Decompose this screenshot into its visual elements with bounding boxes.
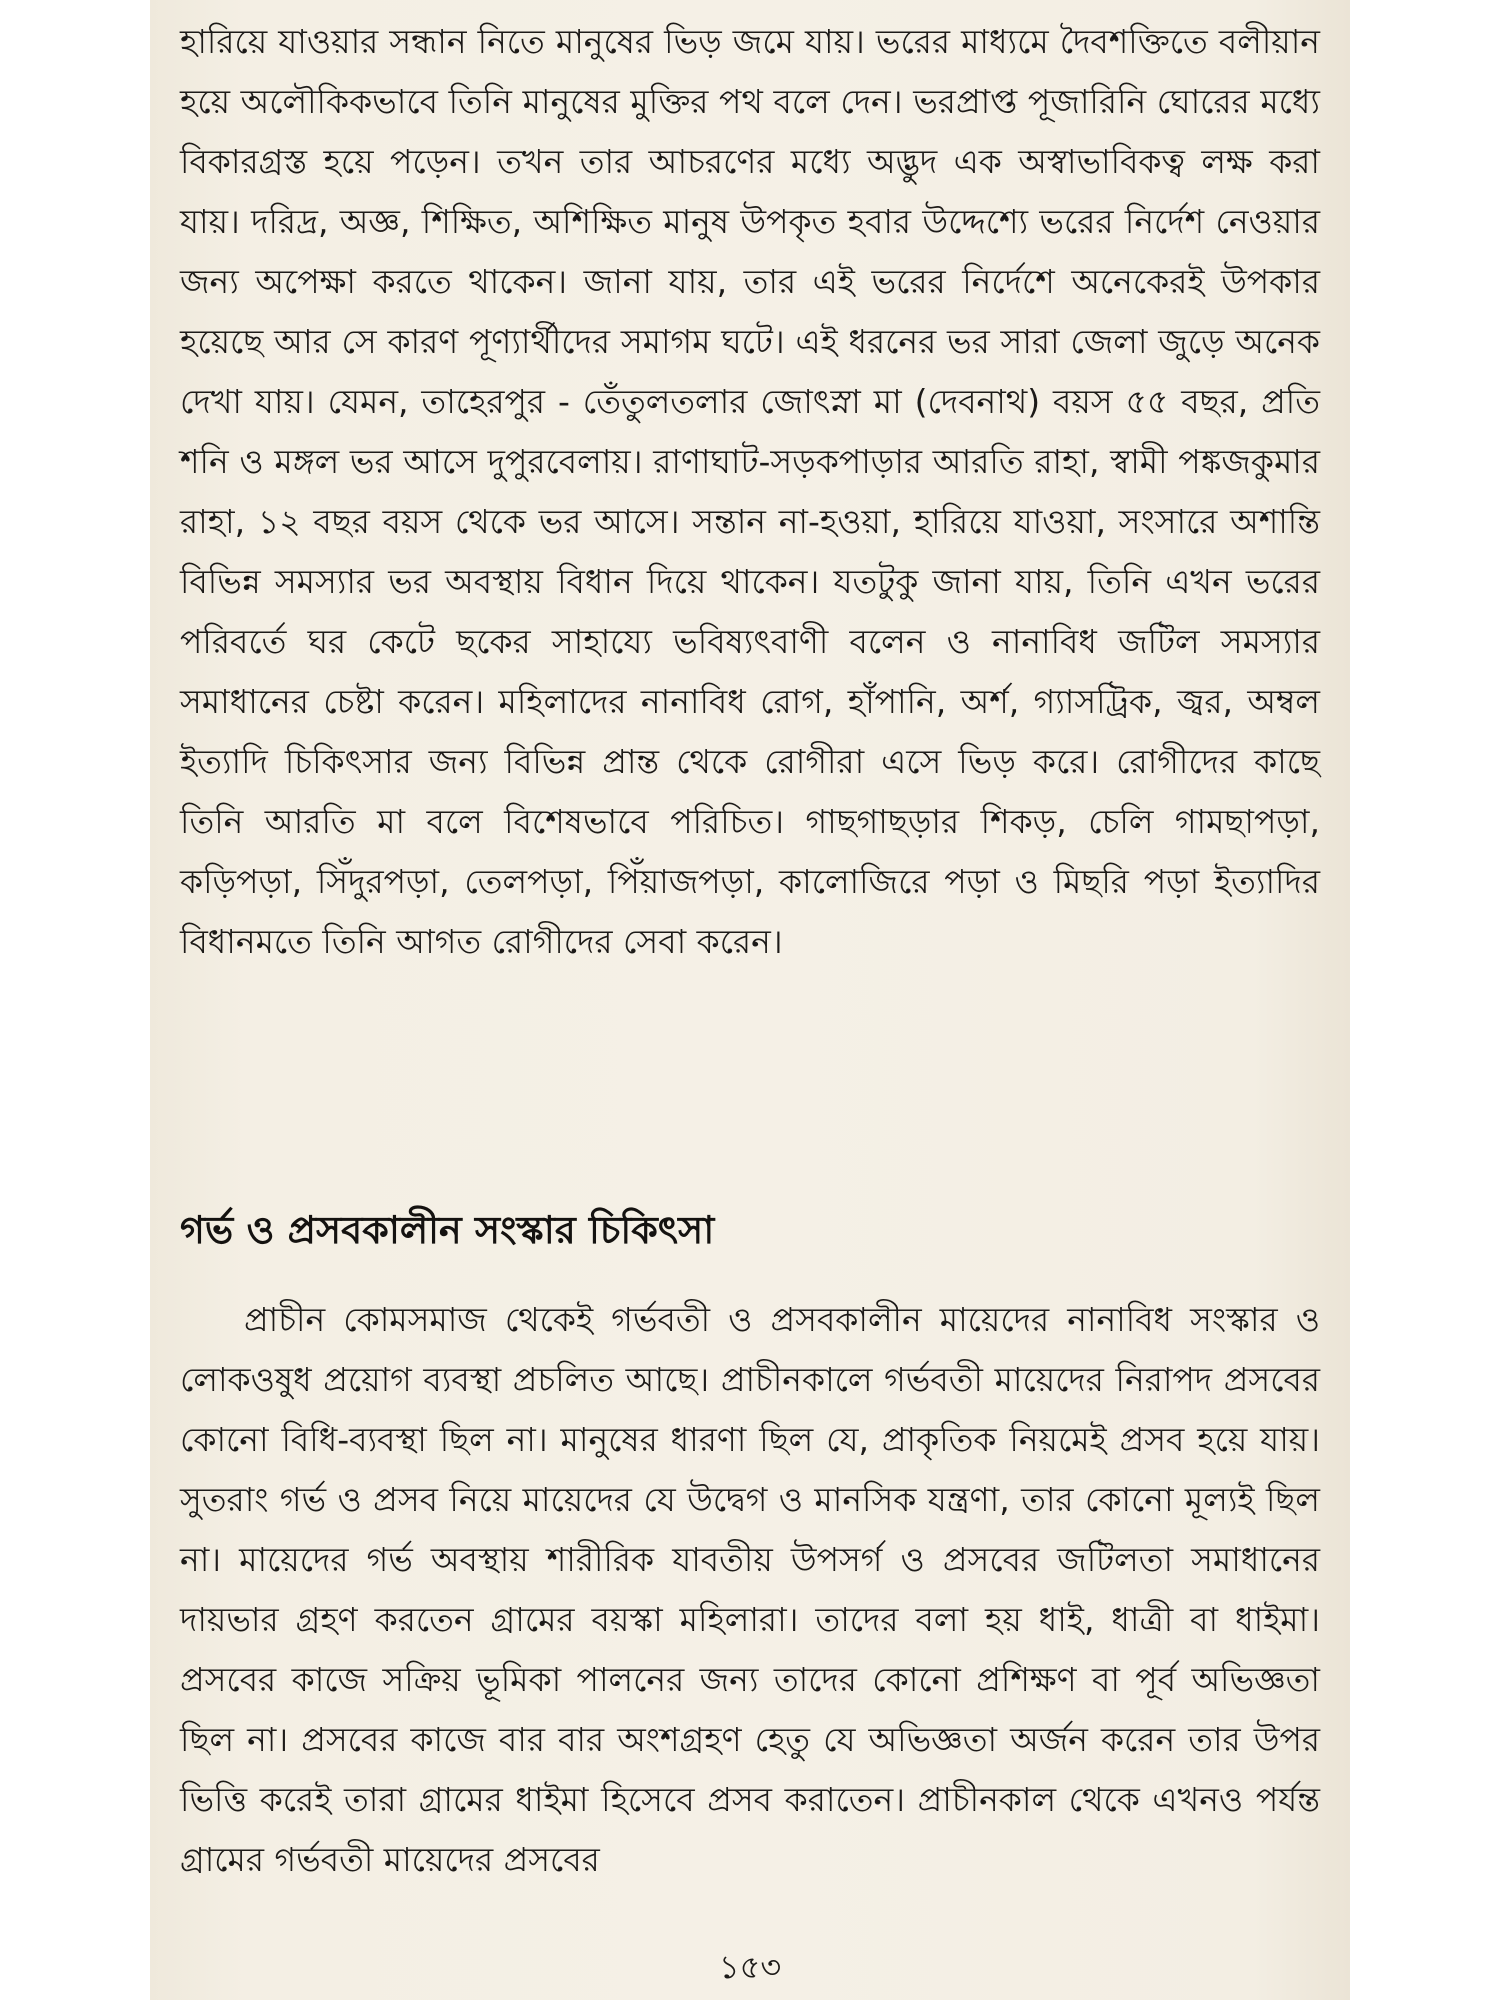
page-number: ১৫৩ bbox=[718, 1948, 782, 1986]
body-paragraph-top: হারিয়ে যাওয়ার সন্ধান নিতে মানুষের ভিড় জমে যায়। ভরের মাধ্যমে দৈবশক্তিতে বলীয়ান হয়ে অলৌকিকভাবে তিনি মানুষের মুক্তির পথ বলে দেন। ভরপ্রাপ্ত পূজারিনি ঘোরের মধ্যে বিকারগ্রস্ত হয়ে পড়েন। তখন তার আচরণের মধ্যে অদ্ভুদ এক অস্বাভাবিকত্ব লক্ষ করা যায়। দরিদ্র, অজ্ঞ, শিক্ষিত, অশিক্ষিত মানুষ উপকৃত হবার উদ্দেশ্যে ভরের নির্দেশ নেওয়ার জন্য অপেক্ষা করতে থাকেন। জানা যায়, তার এই ভরের নির্দেশে অনেকেরই উপকার হয়েছে আর সে কারণ পূণ্যার্থীদের সমাগম ঘটে। এই ধরনের ভর সারা জেলা জুড়ে অনেক দেখা যায়। যেমন, তাহেরপুর - তেঁতুলতলার জোৎস্না মা (দেবনাথ) বয়স ৫৫ বছর, প্রতি শনি ও মঙ্গল ভর আসে দুপুরবেলায়। রাণাঘাট-সড়কপাড়ার আরতি রাহা, স্বামী পঙ্কজকুমার রাহা, ১২ বছর বয়স থেকে ভর আসে। সন্তান না-হওয়া, হারিয়ে যাওয়া, সংসারে অশান্তি বিভিন্ন সমস্যার ভর অবস্থায় বিধান দিয়ে থাকেন। যতটুকু জানা যায়, তিনি এখন ভরের পরিবর্তে ঘর কেটে ছকের সাহায্যে ভবিষ্যৎবাণী বলেন ও নানাবিধ জটিল সমস্যার সমাধানের চেষ্টা করেন। মহিলাদের নানাবিধ রোগ, হাঁপানি, অর্শ, গ্যাসট্রিক, জ্বর, অম্বল ইত্যাদি চিকিৎসার জন্য বিভিন্ন প্রান্ত থেকে রোগীরা এসে ভিড় করে। রোগীদের কাছে তিনি আরতি মা বলে বিশেষভাবে পরিচিত। গাছগাছড়ার শিকড়, চেলি গামছাপড়া, কড়িপড়া, সিঁদুরপড়া, তেলপড়া, পিঁয়াজপড়া, কালোজিরে পড়া ও মিছরি পড়া ইত্যাদির বিধানমতে তিনি আগত রোগীদের সেবা করেন। bbox=[180, 22, 1320, 961]
body-paragraph-bottom: প্রাচীন কোমসমাজ থেকেই গর্ভবতী ও প্রসবকালীন মায়েদের নানাবিধ সংস্কার ও লোকওষুধ প্রয়োগ ব্যবস্থা প্রচলিত আছে। প্রাচীনকালে গর্ভবতী মায়েদের নিরাপদ প্রসবের কোনো বিধি-ব্যবস্থা ছিল না। মানুষের ধারণা ছিল যে, প্রাকৃতিক নিয়মেই প্রসব হয়ে যায়। সুতরাং গর্ভ ও প্রসব নিয়ে মায়েদের যে উদ্বেগ ও মানসিক যন্ত্রণা, তার কোনো মূল্যই ছিল না। মায়েদের গর্ভ অবস্থায় শারীরিক যাবতীয় উপসর্গ ও প্রসবের জটিলতা সমাধানের দায়ভার গ্রহণ করতেন গ্রামের বয়স্কা মহিলারা। তাদের বলা হয় ধাই, ধাত্রী বা ধাইমা। প্রসবের কাজে সক্রিয় ভূমিকা পালনের জন্য তাদের কোনো প্রশিক্ষণ বা পূর্ব অভিজ্ঞতা ছিল না। প্রসবের কাজে বার বার অংশগ্রহণ হেতু যে অভিজ্ঞতা অর্জন করেন তার উপর ভিত্তি করেই তারা গ্রামের ধাইমা হিসেবে প্রসব করাতেন। প্রাচীনকাল থেকে এখনও পর্যন্ত গ্রামের গর্ভবতী মায়েদের প্রসবের bbox=[180, 1300, 1320, 1879]
section-heading: গর্ভ ও প্রসবকালীন সংস্কার চিকিৎসা bbox=[180, 1208, 715, 1252]
book-page bbox=[150, 0, 1350, 2000]
